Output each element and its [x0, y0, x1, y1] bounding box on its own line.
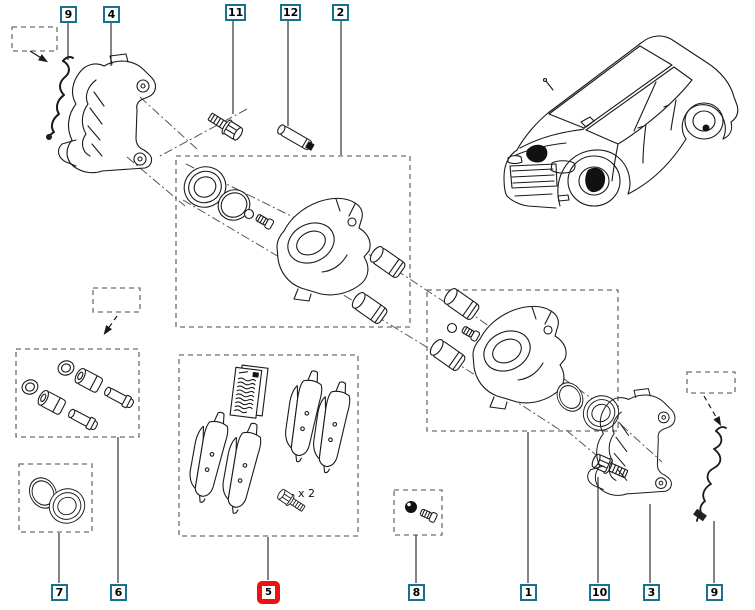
caliper-kit-left — [177, 160, 406, 325]
brake-caliper-body-right — [473, 306, 566, 409]
callout-7[interactable]: 7 — [51, 584, 68, 601]
empty-kit-box-mid-left — [93, 288, 140, 312]
arrow-mid-left — [105, 316, 117, 333]
guide-bush-kit — [20, 359, 135, 432]
arrow-top-left — [30, 51, 46, 61]
construction-lines — [127, 97, 662, 462]
arrow-right — [704, 396, 720, 424]
guide-sleeve — [442, 286, 481, 321]
wear-wire-right — [693, 427, 726, 521]
small-screw — [255, 213, 275, 230]
callout-5-number: 5 — [262, 586, 275, 599]
callout-8[interactable]: 8 — [408, 584, 425, 601]
cap-ball — [448, 324, 457, 333]
brake-caliper-body-left — [277, 198, 370, 301]
callout-10[interactable]: 10 — [589, 584, 610, 601]
callout-1[interactable]: 1 — [520, 584, 537, 601]
guide-pin — [276, 124, 315, 152]
callout-9-top[interactable]: 9 — [60, 6, 77, 23]
instruction-leaflet — [230, 364, 268, 419]
bleed-screw-kit — [405, 501, 438, 523]
caliper-carrier-left — [59, 54, 156, 173]
pad-bolt-quantity: x 2 — [298, 487, 316, 500]
cap-ball — [245, 210, 254, 219]
callout-5-highlighted[interactable] — [257, 581, 280, 604]
kit-arrows — [30, 51, 720, 424]
callout-2[interactable]: 2 — [332, 4, 349, 21]
piston-seal-kit — [24, 473, 90, 529]
empty-kit-box-top-left — [12, 27, 57, 51]
vehicle-illustration — [504, 36, 738, 208]
callout-9-bottom[interactable]: 9 — [706, 584, 723, 601]
callout-12[interactable]: 12 — [280, 4, 301, 21]
guide-sleeve — [428, 337, 467, 372]
retaining-spring-left — [47, 57, 73, 139]
caliper-kit-right — [428, 286, 625, 436]
dashed-kit-boxes — [12, 27, 735, 536]
callout-3[interactable]: 3 — [643, 584, 660, 601]
callout-4[interactable]: 4 — [103, 6, 120, 23]
guide-bolt — [206, 110, 245, 143]
callout-6[interactable]: 6 — [110, 584, 127, 601]
brake-pad-set — [182, 364, 354, 515]
empty-kit-box-right — [687, 372, 735, 393]
small-screw — [461, 325, 481, 342]
callout-11[interactable]: 11 — [225, 4, 246, 21]
guide-sleeve — [368, 244, 407, 279]
